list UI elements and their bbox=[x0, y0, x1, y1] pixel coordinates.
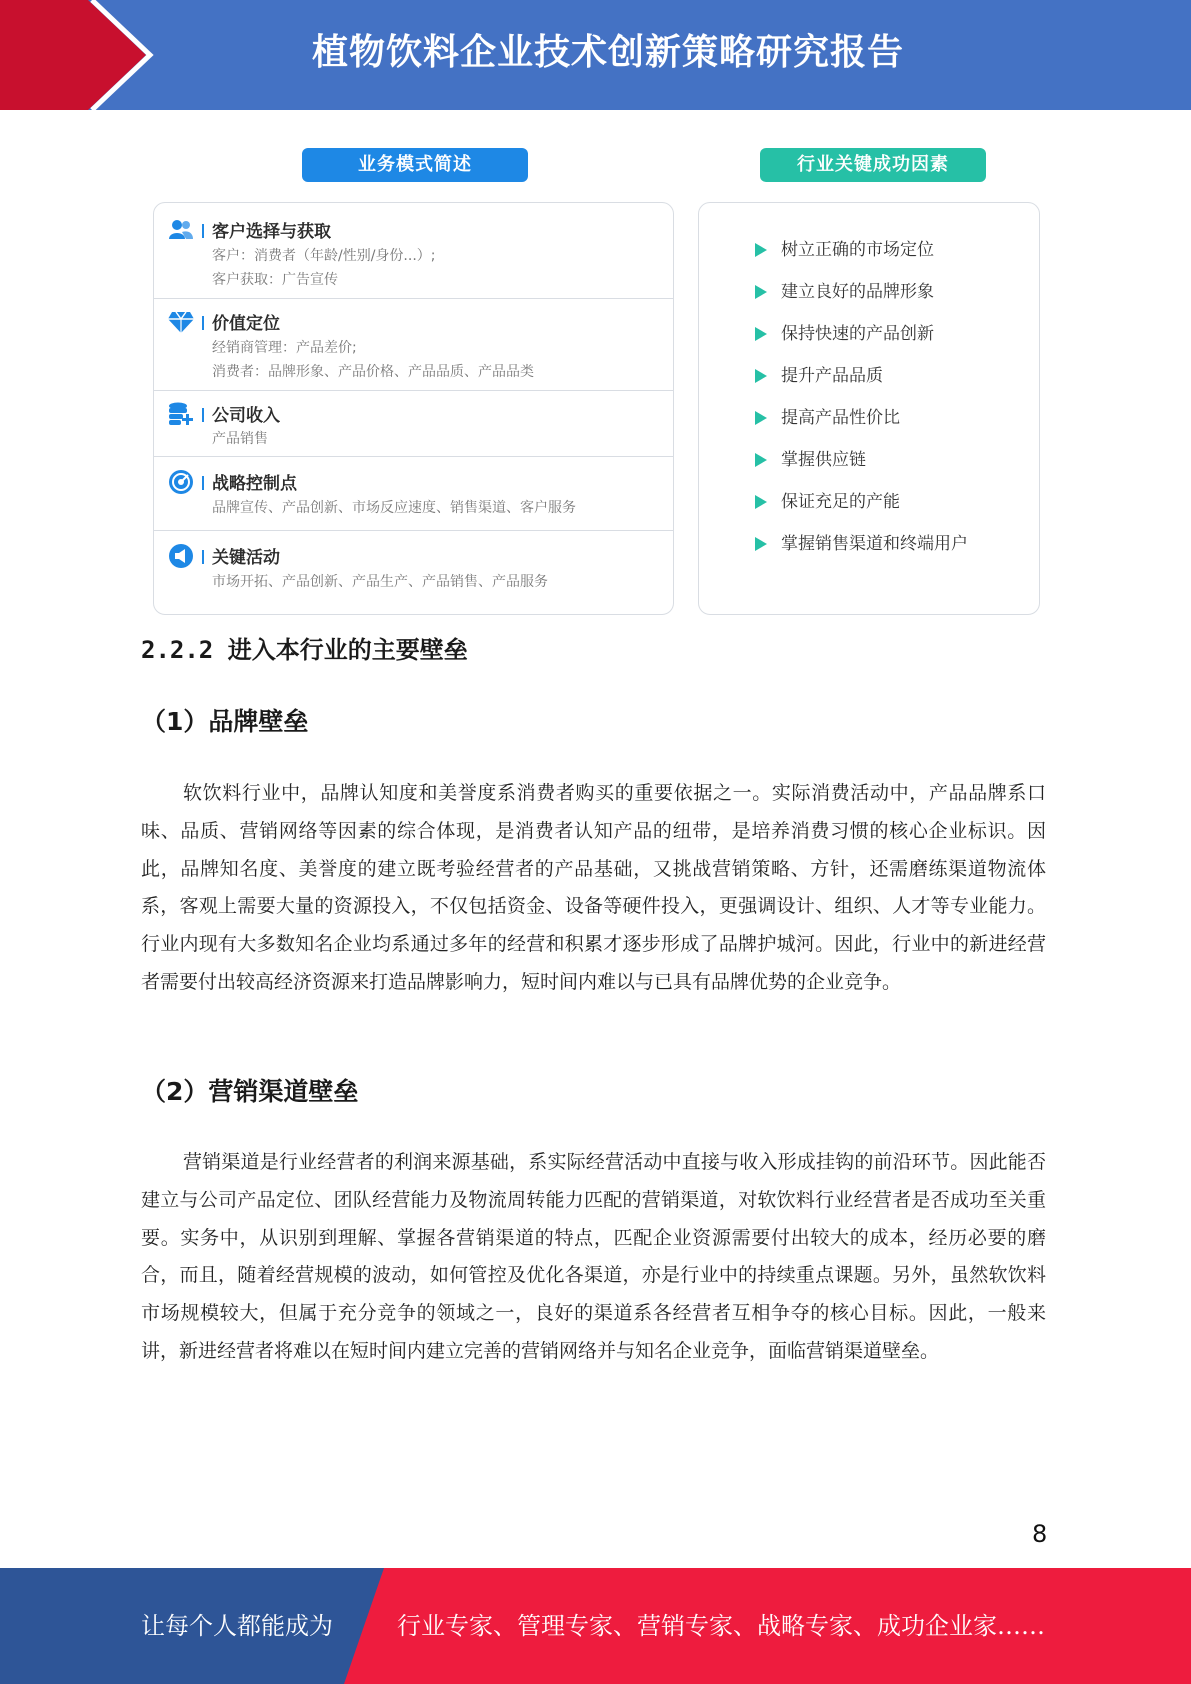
business-model-row bbox=[154, 391, 673, 457]
page-number: 8 bbox=[1032, 1520, 1048, 1548]
triangle-bullet-icon bbox=[755, 411, 767, 425]
diamond-icon bbox=[168, 309, 194, 335]
row-detail: 产品销售 bbox=[212, 431, 268, 447]
business-model-figure bbox=[140, 128, 1050, 623]
success-factor-item: 保证充足的产能 bbox=[699, 487, 1039, 517]
business-model-row bbox=[154, 457, 673, 531]
point-heading: （1）品牌壁垒 bbox=[141, 707, 309, 736]
triangle-bullet-icon bbox=[755, 369, 767, 383]
business-model-row bbox=[154, 531, 673, 616]
row-title: 价值定位 bbox=[212, 314, 280, 334]
report-title: 植物饮料企业技术创新策略研究报告 bbox=[311, 32, 904, 73]
row-detail: 品牌宣传、产品创新、市场反应速度、销售渠道、客户服务 bbox=[212, 500, 576, 516]
target-icon bbox=[168, 469, 194, 495]
triangle-bullet-icon bbox=[755, 495, 767, 509]
row-divider-bar bbox=[202, 550, 204, 564]
coins-plus-icon bbox=[168, 401, 194, 427]
row-detail: 客户获取：广告宣传 bbox=[212, 272, 338, 288]
business-model-card bbox=[153, 202, 674, 615]
row-detail: 客户：消费者（年龄/性别/身份...）; bbox=[212, 248, 436, 264]
success-factors-card bbox=[698, 202, 1040, 615]
point-heading: （2）营销渠道壁垒 bbox=[141, 1077, 359, 1106]
row-detail: 市场开拓、产品创新、产品生产、产品销售、产品服务 bbox=[212, 574, 548, 590]
page-footer bbox=[0, 1568, 1191, 1684]
triangle-bullet-icon bbox=[755, 243, 767, 257]
row-title: 关键活动 bbox=[212, 548, 280, 568]
business-model-row bbox=[154, 203, 673, 299]
section-title: 进入本行业的主要壁垒 bbox=[227, 636, 468, 664]
success-factor-item: 掌握供应链 bbox=[699, 445, 1039, 475]
success-factor-item: 树立正确的市场定位 bbox=[699, 235, 1039, 265]
row-divider-bar bbox=[202, 316, 204, 330]
users-icon bbox=[168, 217, 194, 243]
row-detail: 经销商管理：产品差价; bbox=[212, 340, 357, 356]
success-factor-item: 提升产品品质 bbox=[699, 361, 1039, 391]
footer-slogan-right: 行业专家、管理专家、营销专家、战略专家、成功企业家…… bbox=[397, 1612, 1045, 1640]
business-model-heading: 业务模式简述 bbox=[302, 148, 528, 182]
row-divider-bar bbox=[202, 408, 204, 422]
point-paragraph: 软饮料行业中，品牌认知度和美誉度系消费者购买的重要依据之一。实际消费活动中，产品品牌系口味、品质、营销网络等因素的综合体现，是消费者认知产品的纽带，是培养消费习惯的核心企业标识。因此，品牌知名度、美誉度的建立既考验经营者的产品基础，又挑战营销策略、方针，还需磨练渠道物流体系，客观上需要大量的资源投入，不仅包括资金、设备等硬件投入，更强调设计、组织、人才等专业能力。行业内现有大多数知名企业均系通过多年的经营和积累才逐步形成了品牌护城河。因此，行业中的新进经营者需要付出较高经济资源来打造品牌影响力，短时间内难以与已具有品牌优势的企业竞争。 bbox=[141, 782, 1046, 993]
success-factors-heading: 行业关键成功因素 bbox=[760, 148, 986, 182]
section-heading bbox=[141, 630, 468, 665]
point-paragraph: 营销渠道是行业经营者的利润来源基础，系实际经营活动中直接与收入形成挂钩的前沿环节。因此能否建立与公司产品定位、团队经营能力及物流周转能力匹配的营销渠道，对软饮料行业经营者是否成功至关重要。实务中，从识别到理解、掌握各营销渠道的特点，匹配企业资源需要付出较大的成本，经历必要的磨合，而且，随着经营规模的波动，如何管控及优化各渠道，亦是行业中的持续重点课题。另外，虽然软饮料市场规模较大，但属于充分竞争的领域之一，良好的渠道系各经营者互相争夺的核心目标。因此，一般来讲，新进经营者将难以在短时间内建立完善的营销网络并与知名企业竞争，面临营销渠道壁垒。 bbox=[141, 1151, 1046, 1362]
triangle-bullet-icon bbox=[755, 453, 767, 467]
success-factor-item: 建立良好的品牌形象 bbox=[699, 277, 1039, 307]
footer-slogan-left: 让每个人都能成为 bbox=[141, 1612, 333, 1640]
success-factor-item: 提高产品性价比 bbox=[699, 403, 1039, 433]
triangle-bullet-icon bbox=[755, 285, 767, 299]
megaphone-icon bbox=[168, 543, 194, 569]
row-detail: 消费者：品牌形象、产品价格、产品品质、产品品类 bbox=[212, 364, 534, 380]
success-factor-item: 掌握销售渠道和终端用户 bbox=[699, 529, 1039, 559]
business-model-row bbox=[154, 299, 673, 391]
row-title: 客户选择与获取 bbox=[212, 222, 331, 242]
row-divider-bar bbox=[202, 224, 204, 238]
triangle-bullet-icon bbox=[755, 327, 767, 341]
success-factor-item: 保持快速的产品创新 bbox=[699, 319, 1039, 349]
page-header bbox=[0, 0, 1191, 110]
row-title: 公司收入 bbox=[212, 406, 280, 426]
row-title: 战略控制点 bbox=[212, 474, 297, 494]
section-number: 2.2.2 bbox=[141, 636, 214, 664]
triangle-bullet-icon bbox=[755, 537, 767, 551]
row-divider-bar bbox=[202, 476, 204, 490]
